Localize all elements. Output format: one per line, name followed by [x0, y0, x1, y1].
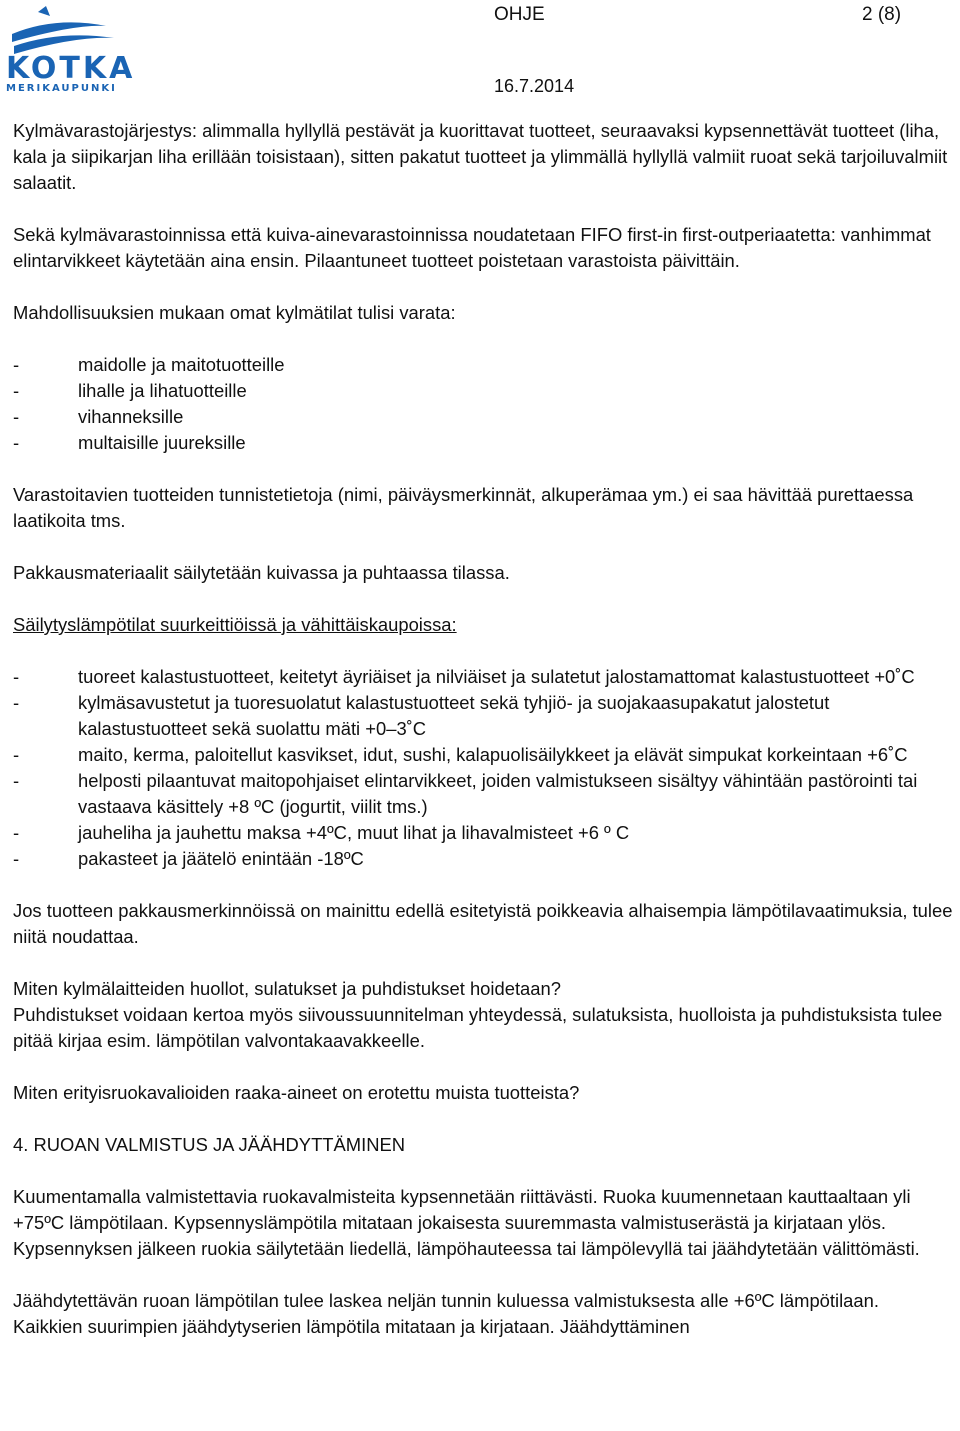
question-maintenance: Miten kylmälaitteiden huollot, sulatukset ja puhdistukset hoidetaan? [13, 978, 561, 999]
list-item: - tuoreet kalastustuotteet, keitetyt äyriäiset ja nilviäiset ja sulatetut jalostamattomat kalastustuotteet +0˚C [13, 666, 915, 687]
list-item: - kylmäsavustetut ja tuoresuolatut kalastustuotteet sekä tyhjiö- ja suojakaasupakatut jalostetut kalastustuotteet sekä suolattu mäti +0–3˚C [13, 692, 830, 739]
paragraph-identification: Varastoitavien tuotteiden tunnistetietoja (nimi, päiväysmerkinnät, alkuperämaa ym.) ei saa hävittää purettaessa laatikoita tms. [13, 484, 914, 531]
logo-title: KOTKA [6, 51, 136, 86]
list-item: - maito, kerma, paloitellut kasvikset, idut, sushi, kalapuolisäilykkeet ja elävät simpukat korkeintaan +6˚C [13, 744, 908, 765]
kotka-logo [6, 4, 136, 94]
list-item: - maidolle ja maitotuotteille [13, 354, 285, 375]
list-item: - multaisille juureksille [13, 432, 246, 453]
question-special-diets: Miten erityisruokavalioiden raaka-aineet on erotettu muista tuotteista? [13, 1082, 580, 1103]
page-number: 2 (8) [862, 4, 902, 25]
paragraph-cold-rooms: Mahdollisuuksien mukaan omat kylmätilat tulisi varata: [13, 302, 456, 323]
list-item: - pakasteet ja jäätelö enintään -18ºC [13, 848, 364, 869]
paragraph-packaging: Pakkausmateriaalit säilytetään kuivassa ja puhtaassa tilassa. [13, 562, 510, 583]
list-item: - lihalle ja lihatuotteille [13, 380, 247, 401]
temperature-list [13, 664, 953, 872]
document-type: OHJE [494, 4, 545, 25]
heading-storage-temperatures: Säilytyslämpötilat suurkeittiöissä ja vähittäiskaupoissa: [13, 614, 457, 635]
logo-subtitle: MERIKAUPUNKI [6, 83, 117, 94]
list-item: - jauheliha ja jauhettu maksa +4ºC, muut lihat ja lihavalmisteet +6 º C [13, 822, 630, 843]
paragraph-packaging-labels: Jos tuotteen pakkausmerkinnöissä on mainittu edellä esitetyistä poikkeavia alhaisempia lämpötilavaatimuksia, tulee niitä noudattaa. [13, 900, 953, 947]
list-item: - vihanneksille [13, 406, 184, 427]
paragraph-fifo: Sekä kylmävarastoinnissa että kuiva-ainevarastoinnissa noudatetaan FIFO first-in first-outperiaatetta: vanhimmat elintarvikkeet käytetään aina ensin. Pilaantuneet tuotteet poistetaan varastoista päivittäin. [13, 224, 931, 271]
paragraph-cooking: Kuumentamalla valmistettavia ruokavalmisteita kypsennetään riittävästi. Ruoka kuumennetaan kauttaaltaan yli +75ºC lämpötilaan. Kypsennyslämpötila mitataan jokaisesta suuremmasta valmistuserästä ja kirjataan ylös. Kypsennyksen jälkeen ruokia säilytetään liedellä, lämpöhauteessa tai lämpölevyllä tai jäähdytetään välittömästi. [13, 1186, 920, 1259]
cold-room-list [13, 352, 953, 456]
list-item: - helposti pilaantuvat maitopohjaiset elintarvikkeet, joiden valmistukseen sisältyy vähintään pastörointi tai vastaava käsittely +8 ºC (jogurtit, viilit tms.) [13, 770, 918, 817]
document-body [13, 118, 953, 1340]
paragraph-cleaning: Puhdistukset voidaan kertoa myös siivoussuunnitelman yhteydessä, sulatuksista, huolloista ja puhdistuksista tulee pitää kirjaa esim. lämpötilan valvontakaavakkeelle. [13, 1004, 943, 1051]
paragraph-cold-storage-order: Kylmävarastojärjestys: alimmalla hyllyllä pestävät ja kuorittavat tuotteet, seuraavaksi kypsennettävät tuotteet (liha, kala ja siipikarjan liha erillään toisistaan), sitten pakatut tuotteet ja ylimmällä hyllyllä valmiit ruoat sekä tarjoiluvalmiit salaatit. [13, 120, 948, 193]
document-date: 16.7.2014 [494, 76, 575, 96]
paragraph-cooling: Jäähdytettävän ruoan lämpötilan tulee laskea neljän tunnin kuluessa valmistuksesta alle +6ºC lämpötilaan. Kaikkien suurimpien jäähdytyserien lämpötila mitataan ja kirjataan. Jäähdyttäminen [13, 1290, 879, 1337]
section-heading-4: 4. RUOAN VALMISTUS JA JÄÄHDYTTÄMINEN [13, 1134, 406, 1155]
